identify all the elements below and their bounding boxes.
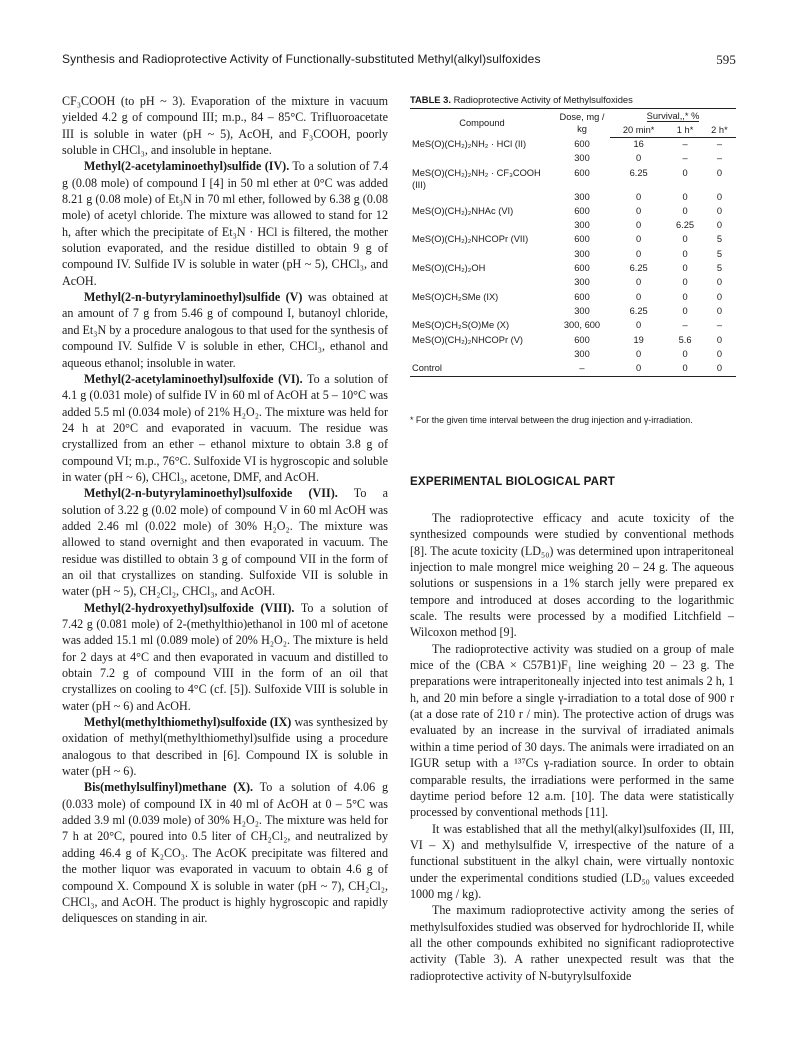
paragraph: The radioprotective activity was studied on a group of male mice of the (CBA × C57B1)F₁ line weighing 20 – 23 g. The preparations were intraperitoneally injected into test animals 2 h, 1 h, and 20 min before a single γ-irradiation to a total dose of 900 r (at a dose rate of 210 r / min). The protective action of drugs was evaluated by an increase in the survival of irradiated animals within a time period of 30 days. The animals were irradiated on an IGUR setup with a ¹³⁷Cs γ-radiation source. In order to obtain comparable results, the irradiations were performed in the same daytime period before 12 a.m. [10]. The data were statistically processed by conventional methods [11]. bbox=[410, 641, 734, 820]
value-cell: 300 bbox=[574, 277, 590, 288]
compound-cell: Control bbox=[410, 362, 554, 377]
table-row bbox=[410, 319, 736, 333]
value-cell: 0 bbox=[636, 220, 642, 231]
value-cell: 600 bbox=[574, 234, 590, 245]
compound-cell bbox=[410, 152, 554, 166]
table-row bbox=[410, 233, 736, 247]
value-cell: – bbox=[716, 153, 723, 164]
paragraph-text: To a solution of 4.06 g (0.033 mole) of compound IX in 40 ml of AcOH at 0 – 5°C was added 3.9 ml (0.039 mole) of 30% H₂O₂. The mixture was held for 7 h at 20°C, poured into 0.5 liter of CH₂Cl₂, and neutralized by adding 46.4 g of K₂CO₃. The AcOK precipitate was filtered and the mother liquor was evaporated in vacuum to obtain 4.6 g of compound X. Compound X is soluble in water (pH ~ 7), CH₂Cl₂, CHCl₃, and AcOH. The product is highly hygroscopic and rapidly deliquesces on standing in air. bbox=[62, 780, 388, 926]
value-cell: 0 bbox=[682, 167, 688, 178]
column-header-2h: 2 h* bbox=[703, 123, 736, 138]
value-cell: 0 bbox=[682, 291, 688, 302]
compound-cell bbox=[410, 191, 554, 205]
compound-cell bbox=[410, 248, 554, 262]
column-header-survival bbox=[610, 109, 736, 124]
value-cell: 0 bbox=[682, 234, 688, 245]
value-cell: 0 bbox=[716, 220, 723, 231]
page-number: 595 bbox=[716, 52, 736, 67]
value-cell: 0 bbox=[703, 362, 736, 377]
paragraph bbox=[62, 485, 388, 599]
table-row bbox=[410, 205, 736, 219]
value-cell: 0 bbox=[636, 348, 642, 359]
table-row bbox=[410, 167, 736, 191]
value-cell: 0 bbox=[682, 205, 688, 216]
value-cell: 0 bbox=[636, 153, 642, 164]
value-cell: 0 bbox=[636, 320, 642, 331]
table-body bbox=[410, 138, 736, 377]
paragraph bbox=[62, 93, 388, 158]
left-column bbox=[62, 93, 388, 927]
running-header bbox=[62, 52, 736, 70]
value-cell: 0 bbox=[716, 205, 723, 216]
value-cell: 0 bbox=[636, 205, 642, 216]
paragraph-text: To a solution of 7.42 g (0.081 mole) of 2-(methylthio)ethanol in 100 ml of acetone was added 15.1 ml (0.089 mole) of 20% H₂O₂. The mixture is held for 2 days at 4°C and then evaporated in vacuum and distilled to obtain 7.2 g of compound VIII in the form of an oil that crystallizes on cooling to 4°C (cf. [5]). Sulfoxide VIII is soluble in water (pH ~ 6) and AcOH. bbox=[62, 600, 388, 713]
value-cell: 0 bbox=[636, 248, 642, 259]
paragraph bbox=[62, 779, 388, 926]
table-row bbox=[410, 276, 736, 290]
paragraph-text: CF₃COOH (to pH ~ 3). Evaporation of the mixture in vacuum yielded 4.2 g of compound III; m.p., 84 – 85°C. Trifluoroacetate III is soluble in water (pH ~ 5), AcOH, and F₃COOH, poorly soluble in CHCl₃, and insoluble in heptane. bbox=[62, 94, 388, 158]
value-cell: 0 bbox=[682, 277, 688, 288]
paragraph: The maximum radioprotective activity among the series of methylsulfoxides studied was observed for hydrochloride II, while all the other compounds exhibited no significant radioprotective activity (Table 3). A rather unexpected result was that the radioprotective activity of N-butyrylsulfoxide bbox=[410, 903, 734, 983]
table-label: TABLE 3. bbox=[410, 94, 451, 105]
compound-cell: MeS(O)(CH₂)₂NHCOPr (VII) bbox=[412, 234, 529, 245]
table-row bbox=[410, 262, 736, 276]
value-cell: – bbox=[716, 320, 723, 331]
value-cell: 0 bbox=[636, 191, 642, 202]
compound-cell bbox=[410, 348, 554, 362]
value-cell: 6.25 bbox=[629, 167, 648, 178]
table-row bbox=[410, 362, 736, 377]
paragraph bbox=[62, 714, 388, 779]
value-cell: 0 bbox=[716, 348, 723, 359]
paragraph-text: To a solution of 7.4 g (0.08 mole) of compound I [4] in 50 ml ether at 0°C was added 8.21 g (0.08 mole) of Et₃N in 70 ml ether, followed by 6.38 g (0.08 mole) of acetyl chloride. The mixture was allowed to stand for 12 h, after which the precipitate of Et₃N · HCl is filtered, the mother solution evaporated, and the residue distilled to obtain 9 g of compound IV. Sulfide IV is soluble in water (pH ~ 5), CHCl₃, and AcOH. bbox=[62, 159, 388, 288]
value-cell: 6.25 bbox=[629, 263, 648, 274]
value-cell: 300 bbox=[574, 153, 590, 164]
value-cell: 6.25 bbox=[676, 220, 695, 231]
value-cell: 0 bbox=[716, 334, 723, 345]
value-cell: 0 bbox=[636, 277, 642, 288]
value-cell: 0 bbox=[682, 191, 688, 202]
table-row bbox=[410, 305, 736, 319]
compound-cell bbox=[410, 276, 554, 290]
value-cell: 600 bbox=[574, 263, 590, 274]
compound-cell: MeS(O)CH₂SMe (IX) bbox=[412, 291, 499, 302]
section-heading: EXPERIMENTAL BIOLOGICAL PART bbox=[410, 475, 616, 488]
value-cell: 600 bbox=[574, 205, 590, 216]
table-row bbox=[410, 334, 736, 348]
compound-cell: MeS(O)(CH₂)₂NHAc (VI) bbox=[412, 205, 514, 216]
value-cell: 5.6 bbox=[678, 334, 692, 345]
value-cell: 0 bbox=[636, 234, 642, 245]
table-row bbox=[410, 138, 736, 153]
value-cell: 0 bbox=[610, 362, 667, 377]
right-column bbox=[410, 510, 734, 984]
table-row bbox=[410, 152, 736, 166]
value-cell: 5 bbox=[716, 263, 723, 274]
value-cell: 0 bbox=[636, 291, 642, 302]
column-header-20min: 20 min* bbox=[610, 123, 667, 138]
value-cell: 0 bbox=[716, 191, 723, 202]
column-header-compound: Compound bbox=[410, 109, 554, 138]
compound-cell bbox=[410, 305, 554, 319]
table-caption bbox=[410, 94, 736, 105]
value-cell: 600 bbox=[574, 291, 590, 302]
value-cell: 6.25 bbox=[629, 305, 648, 316]
compound-cell: MeS(O)(CH₂)₂NH₂ · HCl (II) bbox=[412, 138, 527, 149]
value-cell: 0 bbox=[682, 248, 688, 259]
value-cell: – bbox=[682, 153, 688, 164]
paragraph-heading: Methyl(2-n-butyrylaminoethyl)sulfoxide (VII). bbox=[84, 486, 338, 501]
radioprotective-activity-table bbox=[410, 108, 736, 377]
table-title: Radioprotective Activity of Methylsulfoxides bbox=[450, 94, 633, 105]
value-cell: 0 bbox=[682, 263, 688, 274]
paragraph bbox=[62, 158, 388, 289]
value-cell: 600 bbox=[574, 167, 590, 178]
paragraph-text: To a solution of 4.1 g (0.031 mole) of sulfide IV in 60 ml of AcOH at 5 – 10°C was added 5.5 ml (0.034 mole) of 21% H₂O₂. The mixture was held for 24 h at 20°C and evaporated in vacuum. The residue was crystallized from an ether – ethanol mixture to obtain 3.8 g of compound VI; m.p., 76°C. Sulfoxide VI is hygroscopic and soluble in water (pH ~ 6), CHCl₃, acetone, DMF, and AcOH. bbox=[62, 371, 388, 484]
value-cell: 600 bbox=[574, 334, 590, 345]
paragraph-heading: Methyl(2-hydroxyethyl)sulfoxide (VIII). bbox=[84, 600, 295, 615]
running-title: Synthesis and Radioprotective Activity of Functionally-substituted Methyl(alkyl)sulfoxides bbox=[62, 52, 541, 66]
paragraph bbox=[62, 371, 388, 485]
value-cell: 300 bbox=[574, 191, 590, 202]
paragraph: The radioprotective efficacy and acute toxicity of the synthesized compounds were studied by conventional methods [8]. The acute toxicity (LD₅₀) was determined upon intraperitoneal injection to male mongrel mice weighing 20 – 24 g. The aqueous solutions or suspensions in a 1% starch jelly were prepared ex tempore and introduced at doses according to the logarithmic scale. The results were processed by a modified Litchfield – Wilcoxon method [9]. bbox=[410, 511, 734, 640]
value-cell: 0 bbox=[716, 291, 723, 302]
value-cell: 300, 600 bbox=[563, 320, 601, 331]
survival-label: Survival,,* % bbox=[646, 111, 700, 121]
compound-cell bbox=[410, 219, 554, 233]
column-header-1h: 1 h* bbox=[667, 123, 703, 138]
paragraph-text: To a solution of 3.22 g (0.02 mole) of compound V in 60 ml AcOH was added 2.46 ml (0.022 mole) of 30% H₂O₂. The mixture was allowed to stand overnight and then evaporated in vacuum. The residue was distilled to obtain 3 g of compound VII in the form of an oil that crystallizes on standing. Sulfoxide VII is soluble in water (pH ~ 5), CH₂Cl₂, CHCl₃, and AcOH. bbox=[62, 486, 388, 599]
value-cell: 19 bbox=[633, 334, 644, 345]
value-cell: – bbox=[554, 362, 610, 377]
value-cell: 600 bbox=[574, 138, 590, 149]
table-row bbox=[410, 348, 736, 362]
table-footnote: * For the given time interval between the drug injection and γ-irradiation. bbox=[410, 415, 693, 425]
value-cell: 300 bbox=[574, 220, 590, 231]
paragraph bbox=[62, 289, 388, 371]
value-cell: 0 bbox=[682, 305, 688, 316]
value-cell: 300 bbox=[574, 305, 590, 316]
compound-cell: MeS(O)(CH₂)₂OH bbox=[412, 263, 486, 274]
table-row bbox=[410, 191, 736, 205]
value-cell: 0 bbox=[716, 305, 723, 316]
table-row bbox=[410, 219, 736, 233]
paragraph-heading: Methyl(2-acetylaminoethyl)sulfide (IV). bbox=[84, 159, 290, 174]
paragraph bbox=[62, 600, 388, 714]
compound-cell: MeS(O)(CH₂)₂NH₂ · CF₃COOH (III) bbox=[412, 167, 541, 190]
value-cell: 300 bbox=[574, 348, 590, 359]
value-cell: 0 bbox=[682, 348, 688, 359]
compound-cell: MeS(O)CH₂S(O)Me (X) bbox=[412, 320, 510, 331]
value-cell: 5 bbox=[716, 248, 723, 259]
value-cell: 16 bbox=[633, 139, 644, 149]
value-cell: 300 bbox=[574, 248, 590, 259]
paragraph-text: was synthesized by oxidation of methyl(methylthiomethyl)sulfide using a procedure analogous to that described in [6]. Compound IX is soluble in water (pH ~ 6). bbox=[62, 715, 388, 779]
paragraph: It was established that all the methyl(alkyl)sulfoxides (II, III, VI – X) and methylsulfide V, irrespective of the nature of a functional substituent in the alkyl chain, were virtually nontoxic under the experimental conditions studied (LD₅₀ values exceeded 1000 mg / kg). bbox=[410, 821, 734, 901]
value-cell: 5 bbox=[716, 234, 723, 245]
table-row bbox=[410, 291, 736, 305]
paragraph-heading: Methyl(methylthiomethyl)sulfoxide (IX) bbox=[84, 715, 292, 730]
table-row bbox=[410, 248, 736, 262]
compound-cell: MeS(O)(CH₂)₂NHCOPr (V) bbox=[412, 334, 524, 345]
value-cell: – bbox=[682, 139, 688, 149]
value-cell: – bbox=[716, 139, 723, 149]
value-cell: – bbox=[682, 320, 688, 331]
value-cell: 0 bbox=[716, 167, 723, 178]
value-cell: 0 bbox=[667, 362, 703, 377]
column-header-dose: Dose, mg / kg bbox=[554, 109, 610, 138]
paragraph-heading: Methyl(2-n-butyrylaminoethyl)sulfide (V) bbox=[84, 290, 303, 305]
value-cell: 0 bbox=[716, 277, 723, 288]
paragraph-heading: Bis(methylsulfinyl)methane (X). bbox=[84, 780, 254, 795]
paragraph-heading: Methyl(2-acetylaminoethyl)sulfoxide (VI). bbox=[84, 371, 303, 386]
paragraph-text: was obtained at an amount of 7 g from 5.46 g of compound I, butanoyl chloride, and Et₃N by a procedure analogous to that used for the synthesis of compound IV. Sulfide V is soluble in ether, CHCl₃, ethanol and aqueous ethanol; insoluble in water. bbox=[62, 290, 388, 370]
